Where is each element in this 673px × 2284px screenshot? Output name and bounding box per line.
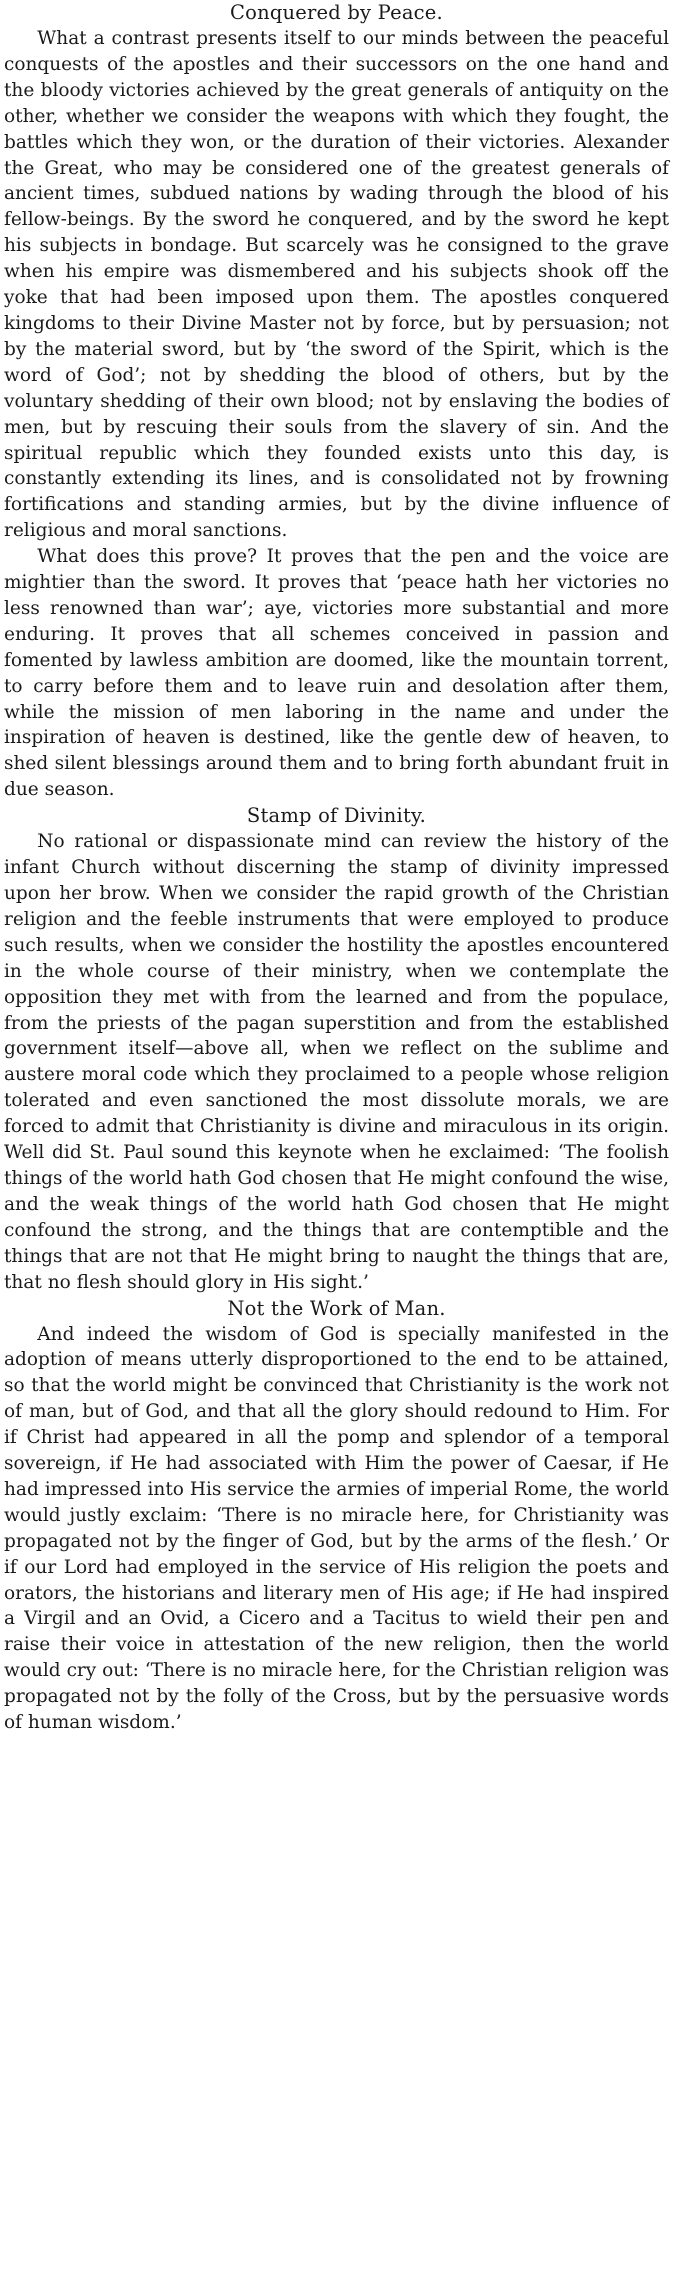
section-stamp-of-divinity — [4, 803, 669, 1295]
section-heading: Conquered by Peace. — [230, 1, 443, 24]
paragraph: What a contrast presents itself to our minds between the peaceful conquests of the apostles and their successors on the one hand and the bloody victories achieved by the great generals of antiquity on the other, whether we consider the weapons with which they fought, the battles which they won, or the duration of their victories. Alexander the Great, who may be considered one of the greatest generals of ancient times, subdued nations by wading through the blood of his fellow-beings. By the sword he conquered, and by the sword he kept his subjects in bondage. But scarcely was he consigned to the grave when his empire was dismembered and his subjects shook off the yoke that had been imposed upon them. The apostles conquered kingdoms to their Divine Master not by force, but by persuasion; not by the material sword, but by ‘the sword of the Spirit, which is the word of God’; not by shedding the blood of others, but by the voluntary shedding of their own blood; not by enslaving the bodies of men, but by rescuing their souls from the slavery of sin. And the spiritual republic which they founded exists unto this day, is constantly extending its lines, and is consolidated not by frowning fortifications and standing armies, but by the divine influence of religious and moral sanctions. — [4, 28, 669, 542]
section-not-the-work-of-man — [4, 1296, 669, 1737]
section-heading: Stamp of Divinity. — [246, 804, 427, 828]
paragraph: And indeed the wisdom of God is specially manifested in the adoption of means utterly disproportioned to the end to be attained, so that the world might be convinced that Christianity is the work not of man, but of God, and that all the glory should redound to Him. For if Christ had appeared in all the pomp and splendor of a temporal sovereign, if He had associated with Him the power of Caesar, if He had impressed into His service the armies of imperial Rome, the world would justly exclaim: ‘There is no miracle here, for Christianity was propagated not by the finger of God, but by the arms of the flesh.’ Or if our Lord had employed in the service of His religion the poets and orators, the historians and literary men of His age; if He had inspired a Virgil and an Ovid, a Cicero and a Tacitus to wield their pen and raise their voice in attestation of the new religion, then the world would cry out: ‘There is no miracle here, for the Christian religion was propagated not by the folly of the Cross, but by the persuasive words of human wisdom.’ — [4, 1323, 669, 1734]
paragraph: What does this prove? It proves that the pen and the voice are mightier than the sword. It proves that ‘peace hath her victories no less renowned than war’; aye, victories more substantial and more enduring. It proves that all schemes conceived in passion and fomented by lawless ambition are doomed, like the mountain torrent, to carry before them and to leave ruin and desolation after them, while the mission of men laboring in the name and under the inspiration of heaven is destined, like the gentle dew of heaven, to shed silent blessings around them and to bring forth abundant fruit in due season. — [4, 546, 669, 801]
section-heading: Not the Work of Man. — [227, 1296, 446, 1320]
section-conquered-by-peace — [4, 0, 669, 803]
paragraph: No rational or dispassionate mind can review the history of the infant Church without discerning the stamp of divinity impressed upon her brow. When we consider the rapid growth of the Christian religion and the feeble instruments that were employed to produce such results, when we consider the hostility the apostles encountered in the whole course of their ministry, when we contemplate the opposition they met with from the learned and from the populace, from the priests of the pagan superstition and from the established government itself—above all, when we reflect on the sublime and austere moral code which they proclaimed to a people whose religion tolerated and even sanctioned the most dissolute morals, we are forced to admit that Christianity is divine and miraculous in its origin. Well did St. Paul sound this keynote when he exclaimed: ‘The foolish things of the world hath God chosen that He might confound the wise, and the weak things of the world hath God chosen that He might confound the strong, and the things that are contemptible and the things that are not that He might bring to naught the things that are, that no flesh should glory in His sight.’ — [4, 831, 669, 1293]
